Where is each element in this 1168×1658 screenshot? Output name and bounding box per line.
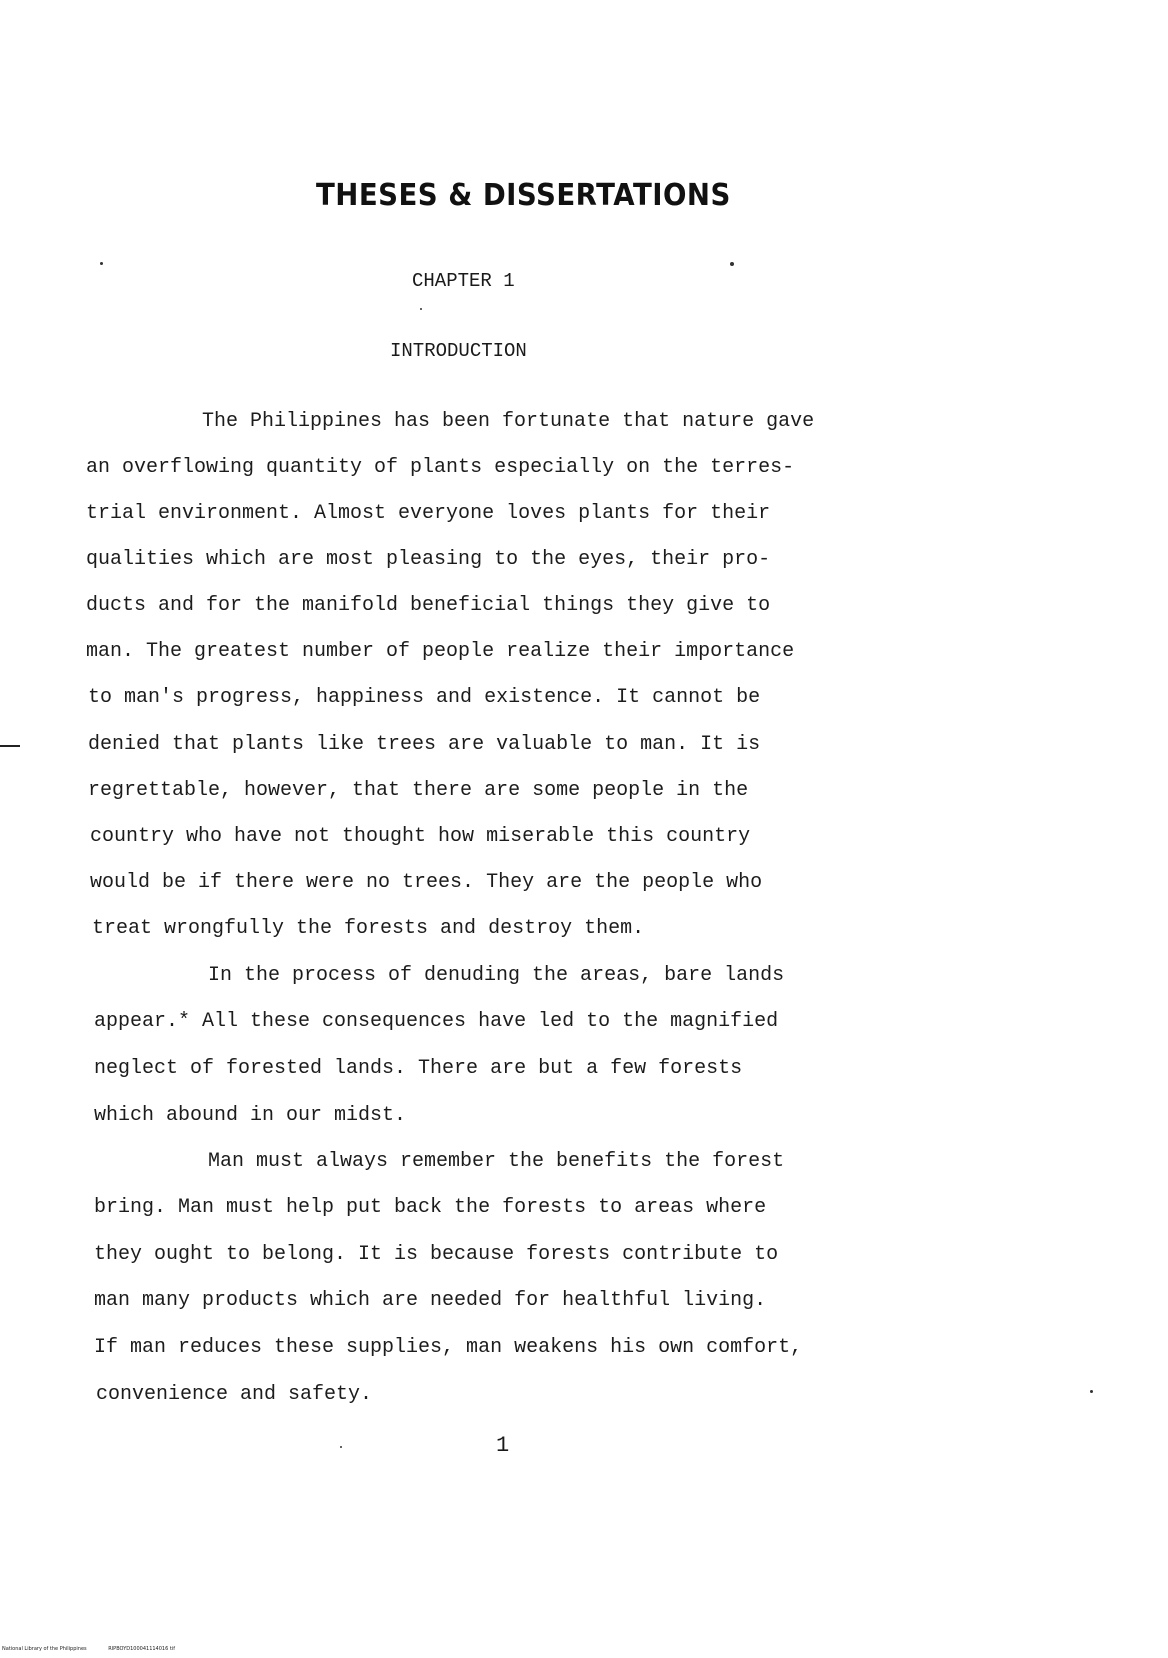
chapter-label: CHAPTER 1 (412, 270, 515, 292)
scan-speck (340, 1446, 342, 1448)
body-line: treat wrongfully the forests and destroy them. (92, 917, 645, 940)
scan-speck (420, 308, 422, 310)
theses-dissertations-stamp: THESES & DISSERTATIONS (316, 178, 731, 213)
footer-library: National Library of the Philippines (2, 1646, 87, 1652)
body-line: If man reduces these supplies, man weakens his own comfort, (94, 1336, 803, 1359)
page-number: 1 (496, 1433, 510, 1458)
body-line: ducts and for the manifold beneficial things they give to (86, 594, 771, 617)
body-line: man. The greatest number of people realize their importance (86, 640, 795, 663)
body-line: would be if there were no trees. They are the people who (90, 871, 763, 894)
body-line: which abound in our midst. (94, 1104, 407, 1127)
body-line: appear.* All these consequences have led to the magnified (94, 1010, 779, 1033)
body-line: bring. Man must help put back the forests to areas where (94, 1196, 767, 1219)
scan-speck (100, 262, 103, 265)
body-line: denied that plants like trees are valuable to man. It is (88, 733, 761, 756)
body-line: Man must always remember the benefits the forest (208, 1150, 785, 1173)
scan-speck (730, 262, 734, 266)
body-line: neglect of forested lands. There are but a few forests (94, 1057, 743, 1080)
body-line: The Philippines has been fortunate that nature gave (202, 410, 815, 433)
body-line: convenience and safety. (96, 1383, 373, 1406)
body-line: to man's progress, happiness and existence. It cannot be (88, 686, 761, 709)
body-line: regrettable, however, that there are some people in the (88, 779, 749, 802)
body-line: country who have not thought how miserable this country (90, 825, 751, 848)
body-line: they ought to belong. It is because forests contribute to (94, 1243, 779, 1266)
section-heading: INTRODUCTION (390, 340, 527, 362)
margin-mark (0, 745, 20, 747)
body-line: trial environment. Almost everyone loves plants for their (86, 502, 771, 525)
scan-speck (1090, 1390, 1093, 1393)
body-line: man many products which are needed for healthful living. (94, 1289, 767, 1312)
body-line: qualities which are most pleasing to the eyes, their pro- (86, 548, 771, 571)
body-line: an overflowing quantity of plants especially on the terres- (86, 456, 795, 479)
body-line: In the process of denuding the areas, bare lands (208, 964, 785, 987)
scan-footer (2, 1646, 195, 1652)
footer-file-id: RIPBOYD100041114016 tif (108, 1646, 175, 1652)
